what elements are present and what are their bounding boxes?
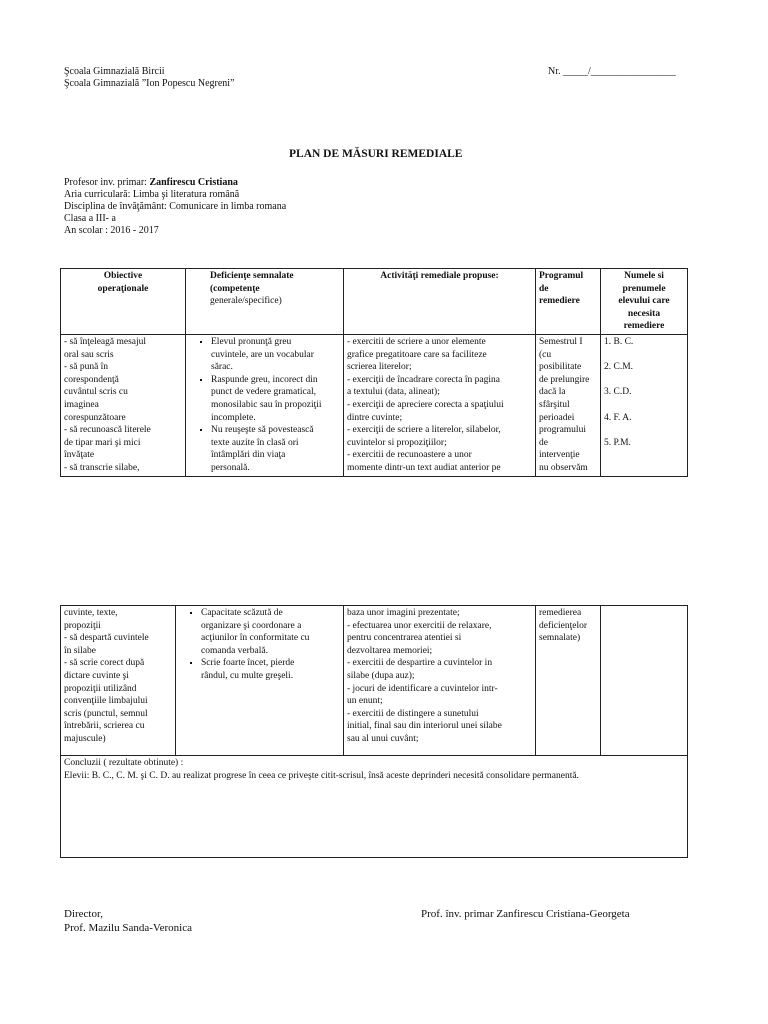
row2-obiective: cuvinte, texte, propoziţii - să despartă cuvintele în silabe - să scrie corect după dictare cuvinte şi propoziţii utilizând convenţiile limbajului scris (punctul, semnul întrebării, scrierea cu majuscule)	[61, 606, 176, 756]
concluzii-text: Elevii: B. C., C. M. şi C. D. au realizat progrese în ceea ce priveşte citit-scrisul, însă aceste deprinderi necesită consolidare permanentă.	[64, 770, 579, 781]
remedial-plan-table-bottom	[60, 605, 688, 858]
director-name: Prof. Mazilu Sanda-Veronica	[64, 922, 192, 934]
row2-activitati: baza unor imagini prezentate; - efectuarea unor exercitii de relaxare, pentru concentrarea atentiei si dezvoltarea memoriei; - exercitii de despartire a cuvintelor in silabe (dupa auz); - jocuri de identificare a cuvintelor intr- un enunt; - exercitii de distingere a sunetului initial, final sau din interiorul unei silabe sau al unui cuvânt;	[344, 606, 536, 756]
concluzii-label: Concluzii ( rezultate obtinute) :	[64, 758, 184, 768]
info-aria: Aria curriculară: Limba şi literatura română	[64, 189, 240, 200]
info-disciplina: Disciplina de învăţământ: Comunicare in limba romana	[64, 201, 287, 212]
row1-obiective: - să înţeleagă mesajul oral sau scris - să pună în corespondenţă cuvântul scris cu imaginea corespunzătoare - să recunoască literele de tipar mari şi mici învăţate - să transcrie silabe,	[61, 334, 186, 476]
header-obiective: Obiective operaţionale	[61, 269, 186, 335]
school-name-1: Şcoala Gimnazială Bircii	[64, 66, 165, 77]
header-activitati: Activităţi remediale propuse:	[344, 269, 536, 335]
list-item: ▪ Nu reuşeşte să povestească texte auzite în clasă ori întâmplări din viaţa personală.	[211, 424, 340, 474]
header-deficiente: Deficienţe semnalate (competenţe generale/specifice)	[186, 269, 344, 335]
registration-number: Nr. _____/_________________	[548, 66, 676, 77]
row1-activitati: - exercitii de scriere a unor elemente grafice pregatitoare care sa faciliteze scrierea literelor; - exerciţii de încadrare corecta în pagina a textului (data, alineat); - exerciţii de apreciere corecta a spaţiului dintre cuvinte; - exerciţii de scriere a literelor, silabelor, cuvintelor si propoziţiilor; - exercitii de recunoastere a unor momente dintr-un text audiat anterior pe	[344, 334, 536, 476]
info-an-scolar: An scolar : 2016 - 2017	[64, 225, 159, 236]
list-item: ▪ Raspunde greu, incorect din punct de vedere gramatical, monosilabic sau în propoziţii incomplete.	[211, 374, 340, 424]
header-numele: Numele si prenumele elevului care necesita remediere	[601, 269, 688, 335]
table-row	[61, 334, 688, 476]
row1-programul: Semestrul I (cu posibilitate de prelungire dacă la sfârşitul perioadei programului de intervenţie nu observăm	[536, 334, 601, 476]
info-profesor: Profesor inv. primar: Zanfirescu Cristiana	[64, 177, 238, 188]
header-programul: Programul de remediere	[536, 269, 601, 335]
table-row	[61, 606, 688, 756]
list-item: ▪ Scrie foarte încet, pierde rândul, cu multe greşeli.	[201, 657, 340, 682]
teacher-signature: Prof. înv. primar Zanfirescu Cristiana-Georgeta	[421, 908, 630, 920]
row2-programul: remedierea deficienţelor semnalate)	[536, 606, 601, 756]
list-item: ▪ Capacitate scăzută de organizare şi coordonare a acţiunilor în conformitate cu comanda verbală.	[201, 607, 340, 657]
list-item: ▪ Elevul pronunţă greu cuvintele, are un vocabular sărac.	[211, 336, 340, 374]
remedial-plan-table-top	[60, 268, 688, 477]
row2-deficiente	[176, 606, 344, 756]
page-title: PLAN DE MĂSURI REMEDIALE	[289, 148, 463, 160]
info-clasa: Clasa a III- a	[64, 213, 116, 224]
director-label: Director,	[64, 908, 103, 920]
concluzii-cell	[61, 756, 688, 858]
school-name-2: Şcoala Gimnazială ”Ion Popescu Negreni”	[64, 78, 235, 89]
table-header-row	[61, 269, 688, 335]
row2-elevi	[601, 606, 688, 756]
row1-deficiente	[186, 334, 344, 476]
concluzii-row	[61, 756, 688, 858]
row1-elevi: 1. B. C. 2. C.M. 3. C.D. 4. F. A. 5. P.M.	[601, 334, 688, 476]
